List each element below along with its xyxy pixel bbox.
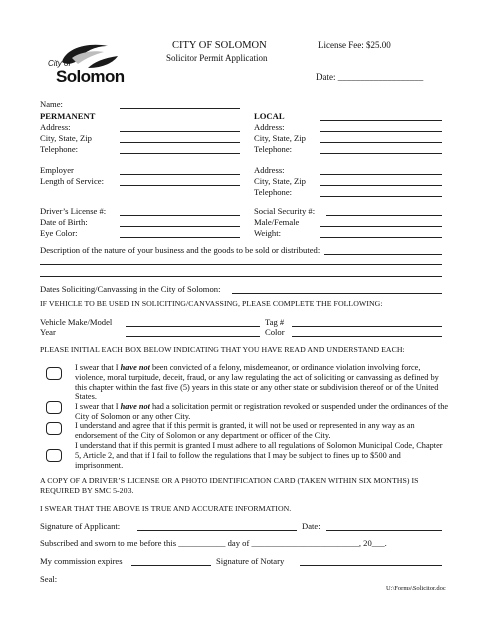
local-city-line[interactable] <box>320 142 442 143</box>
local-telephone-label: Telephone: <box>254 144 293 154</box>
initial-box-4[interactable] <box>46 449 62 462</box>
local-address-label: Address: <box>254 122 285 132</box>
business-description-line-3[interactable] <box>40 276 442 277</box>
logo-small-text: City of <box>48 59 71 68</box>
ssn-line[interactable] <box>326 215 442 216</box>
employer-label: Employer <box>40 165 74 175</box>
local-telephone-line[interactable] <box>320 153 442 154</box>
weight-line[interactable] <box>320 237 442 238</box>
signature-date-line[interactable] <box>326 530 442 531</box>
id-copy-notice: A COPY OF A DRIVER’S LICENSE OR A PHOTO IDENTIFICATION CARD (TAKEN WITHIN SIX MONTHS) IS REQUIRED BY SMC 5-203. <box>40 476 419 495</box>
dates-soliciting-line[interactable] <box>232 293 442 294</box>
date-of-birth-line[interactable] <box>120 226 240 227</box>
employer-telephone-label: Telephone: <box>254 187 293 197</box>
file-path: U:\Forms\Solicitor.doc <box>386 585 446 592</box>
business-description-line[interactable] <box>324 254 442 255</box>
vehicle-color-line[interactable] <box>292 336 442 337</box>
vehicle-make-line[interactable] <box>126 326 260 327</box>
initials-heading: PLEASE INITIAL EACH BOX BELOW INDICATING THAT YOU HAVE READ AND UNDERSTAND EACH: <box>40 345 405 354</box>
permanent-telephone-label: Telephone: <box>40 144 79 154</box>
employer-address-label: Address: <box>254 165 285 175</box>
signature-date-label: Date: <box>302 521 321 531</box>
vehicle-tag-line[interactable] <box>292 326 442 327</box>
dates-soliciting-label: Dates Soliciting/Canvassing in the City of Solomon: <box>40 284 221 294</box>
sworn-statement: Subscribed and sworn to me before this ___________ day of _________________________, 20___. <box>40 538 387 548</box>
statement-3: I understand and agree that if this permit is granted, it will not be used or represented in any way as an endorsement of the City of Solomon or any department or officer of the City. <box>75 421 415 440</box>
date-field[interactable]: Date: ___________________ <box>316 72 424 82</box>
employer-city-line[interactable] <box>320 185 442 186</box>
page-subtitle: Solicitor Permit Application <box>166 53 268 63</box>
vehicle-year-line[interactable] <box>126 336 260 337</box>
drivers-license-line[interactable] <box>120 215 240 216</box>
vehicle-make-label: Vehicle Make/Model <box>40 317 113 327</box>
commission-expires-line[interactable] <box>131 565 211 566</box>
ssn-label: Social Security #: <box>254 206 316 216</box>
length-of-service-label: Length of Service: <box>40 176 104 186</box>
initial-box-1[interactable] <box>46 367 62 380</box>
business-description-line-2[interactable] <box>40 264 442 265</box>
license-fee: License Fee: $25.00 <box>318 40 391 50</box>
local-heading: LOCAL <box>254 111 285 121</box>
permanent-telephone-line[interactable] <box>120 153 240 154</box>
name-line[interactable] <box>120 108 240 109</box>
local-city-label: City, State, Zip <box>254 133 306 143</box>
permanent-address-line[interactable] <box>120 131 240 132</box>
statement-2: I swear that I have not had a solicitation permit or registration revoked or suspended under the ordinances of the City of Solomon or any other City. <box>75 402 449 421</box>
vehicle-year-label: Year <box>40 327 56 337</box>
male-female-line[interactable] <box>320 226 442 227</box>
notary-signature-label: Signature of Notary <box>216 556 285 566</box>
permanent-heading: PERMANENT <box>40 111 96 121</box>
employer-address-line[interactable] <box>320 174 442 175</box>
vehicle-heading: IF VEHICLE TO BE USED IN SOLICITING/CANVASSING, PLEASE COMPLETE THE FOLLOWING: <box>40 299 383 308</box>
notary-signature-line[interactable] <box>300 565 442 566</box>
statement-1: I swear that I have not been convicted of a felony, misdemeanor, or ordinance violation involving force, violence, moral turpitude, deceit, fraud, or any law regulating the act of soliciting or canvassing as defined by this chapter within the fast five (5) years in this state or any other state or subdivision thereof or of the United States. <box>75 363 439 402</box>
date-of-birth-label: Date of Birth: <box>40 217 88 227</box>
local-address-line[interactable] <box>320 120 442 121</box>
eye-color-label: Eye Color: <box>40 228 78 238</box>
permanent-address-label: Address: <box>40 122 71 132</box>
applicant-signature-label: Signature of Applicant: <box>40 521 121 531</box>
permanent-city-line[interactable] <box>120 142 240 143</box>
initial-box-3[interactable] <box>46 422 62 435</box>
employer-line[interactable] <box>120 174 240 175</box>
employer-telephone-line[interactable] <box>320 196 442 197</box>
applicant-signature-line[interactable] <box>137 530 297 531</box>
local-address-line-2[interactable] <box>320 131 442 132</box>
eye-color-line[interactable] <box>120 237 240 238</box>
statement-4: I understand that if this permit is granted I must adhere to all regulations of Solomon Municipal Code, Chapter 5, Article 2, and that if I fail to follow the regulations that I may be subject to fines up to $500 and imprisonment. <box>75 441 443 470</box>
drivers-license-label: Driver’s License #: <box>40 206 107 216</box>
logo-big-text: Solomon <box>56 67 125 86</box>
vehicle-tag-label: Tag # <box>265 317 285 327</box>
seal-label: Seal: <box>40 574 58 584</box>
business-description-label: Description of the nature of your business and the goods to be sold or distributed: <box>40 245 321 255</box>
vehicle-color-label: Color <box>265 327 285 337</box>
length-of-service-line[interactable] <box>120 185 240 186</box>
employer-city-label: City, State, Zip <box>254 176 306 186</box>
city-logo <box>42 38 126 90</box>
initial-box-2[interactable] <box>46 401 62 414</box>
weight-label: Weight: <box>254 228 281 238</box>
permanent-city-label: City, State, Zip <box>40 133 92 143</box>
swear-statement: I SWEAR THAT THE ABOVE IS TRUE AND ACCURATE INFORMATION. <box>40 504 292 513</box>
male-female-label: Male/Female <box>254 217 300 227</box>
name-label: Name: <box>40 99 63 109</box>
page-title: CITY OF SOLOMON <box>172 40 267 51</box>
commission-expires-label: My commission expires <box>40 556 123 566</box>
